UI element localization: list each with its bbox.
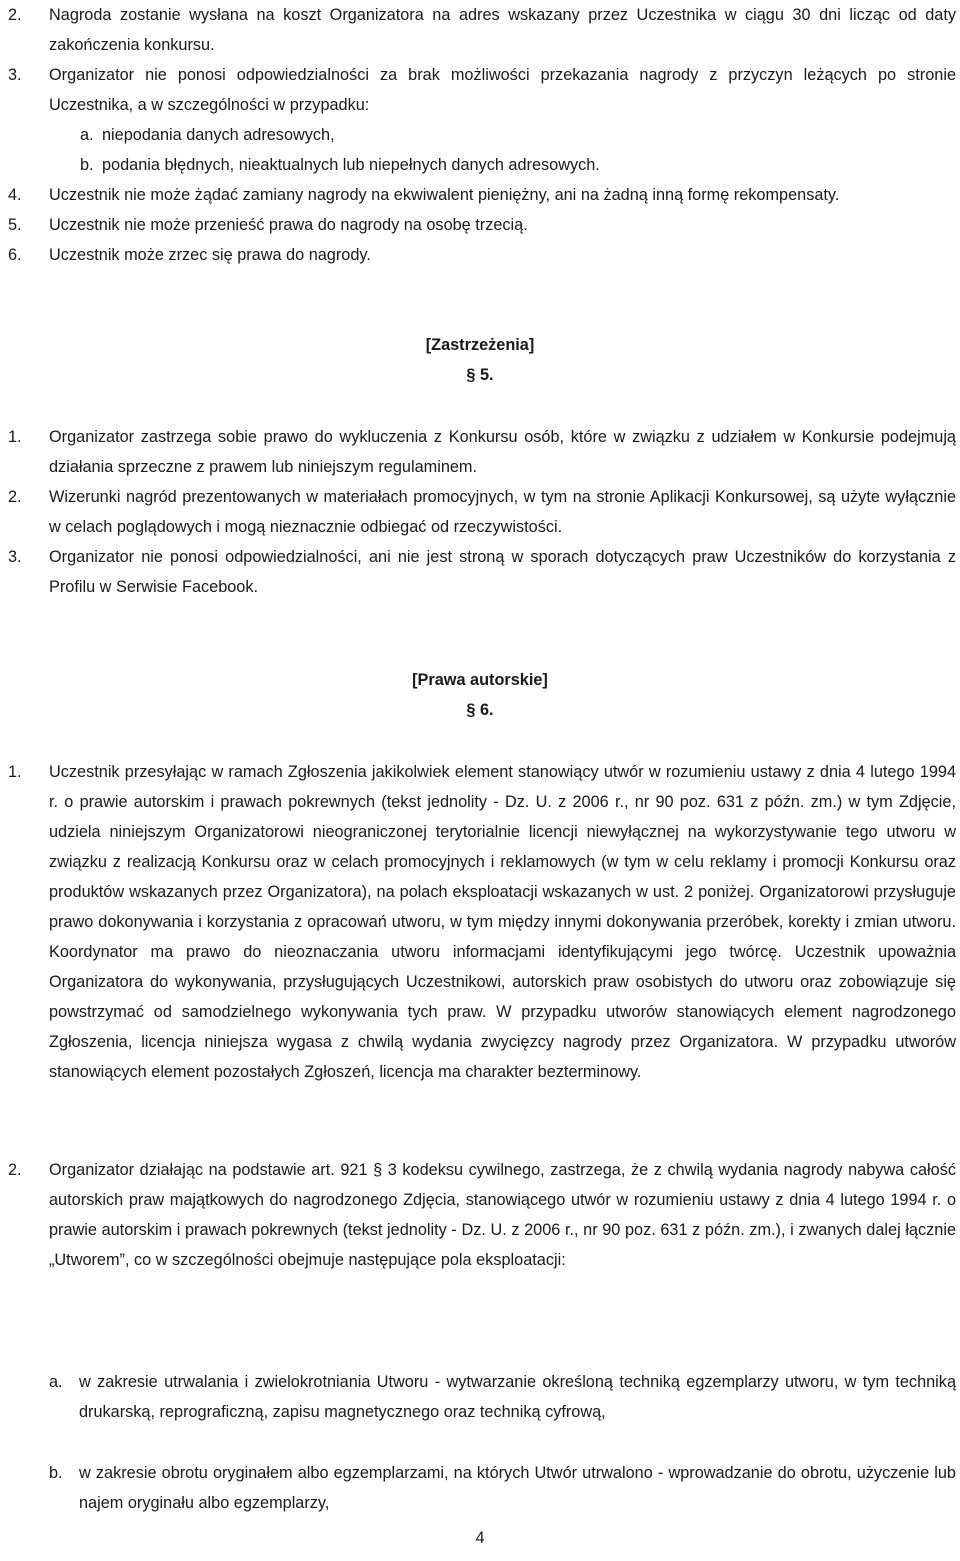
list-item [0,542,960,602]
list-item [0,180,960,210]
item-number: 3. [8,66,22,84]
sub-list-item [0,150,960,180]
sub-list-item [0,120,960,150]
list-item [0,482,960,542]
sub-item-text: niepodania danych adresowych, [102,126,335,144]
section-5-list [0,422,960,602]
item-text: Organizator działając na podstawie art. 921 § 3 kodeksu cywilnego, zastrzega, że z chwilą wydania nagrody nabywa całość autorskich praw majątkowych do nagrodzonego Zdjęcia, stanowiącego utwór w rozumieniu ustawy z dnia 4 lutego 1994 r. o prawie autorskim i prawach pokrewnych (tekst jednolity - Dz. U. z 2006 r., nr 90 poz. 631 z późn. zm.), i zwanych dalej łącznie „Utworem”, co w szczególności obejmuje następujące pola eksploatacji: [49,1161,956,1269]
item-number: 2. [8,1161,22,1179]
section-6-list [0,757,960,1087]
sub-item-text: podania błędnych, nieaktualnych lub niepełnych danych adresowych. [102,156,600,174]
item-text: Uczestnik może zrzec się prawa do nagrody. [49,246,371,264]
section-paragraph-label: § 6. [466,701,494,719]
section-6-list-cont [0,1155,960,1275]
sub-item-letter: b. [49,1464,63,1482]
item-text: Nagroda zostanie wysłana na koszt Organizatora na adres wskazany przez Uczestnika w ciągu 30 dni licząc od daty zakończenia konkursu. [49,6,956,54]
item-text: Uczestnik nie może przenieść prawa do nagrody na osobę trzecią. [49,216,528,234]
list-item [0,422,960,482]
sub-list-item [0,1367,960,1427]
list-item [0,240,960,270]
item-number: 2. [8,488,22,506]
page-number: 4 [475,1529,485,1547]
item-number: 1. [8,763,22,781]
list-item [0,0,960,60]
item-number: 2. [8,6,22,24]
sub-item-letter: a. [49,1373,63,1391]
section-6-sublist [0,1367,960,1427]
list-item [0,210,960,240]
section-paragraph-label: § 5. [466,366,494,384]
sub-item-letter: a. [80,126,94,144]
section-title: [Zastrzeżenia] [425,336,535,354]
list-item [0,1155,960,1275]
item-number: 1. [8,428,22,446]
sub-item-text: w zakresie obrotu oryginałem albo egzemplarzami, na których Utwór utrwalono - wprowadzanie do obrotu, użyczenie lub najem oryginału albo egzemplarzy, [79,1464,956,1512]
item-text: Organizator zastrzega sobie prawo do wykluczenia z Konkursu osób, które w związku z udziałem w Konkursie podejmują działania sprzeczne z prawem lub niniejszym regulaminem. [49,428,956,476]
item-number: 4. [8,186,22,204]
item-text: Uczestnik nie może żądać zamiany nagrody na ekwiwalent pieniężny, ani na żadną inną formę rekompensaty. [49,186,840,204]
sub-item-text: w zakresie utrwalania i zwielokrotniania Utworu - wytwarzanie określoną techniką egzemplarzy utworu, w tym techniką drukarską, reprograficzną, zapisu magnetycznego oraz techniką cyfrową, [79,1373,956,1421]
item-text: Uczestnik przesyłając w ramach Zgłoszenia jakikolwiek element stanowiący utwór w rozumieniu ustawy z dnia 4 lutego 1994 r. o prawie autorskim i prawach pokrewnych (tekst jednolity - Dz. U. z 2006 r., nr 90 poz. 631 z późn. zm.) w tym Zdjęcie, udziela niniejszym Organizatorowi nieograniczonej terytorialnie licencji niewyłącznej na wykorzystywanie tego utworu w związku z realizacją Konkursu oraz w celach promocyjnych i reklamowych (w tym w celu reklamy i promocji Konkursu oraz produktów wskazanych przez Organizatora), na polach eksploatacji wskazanych w ust. 2 poniżej. Organizatorowi przysługuje prawo dokonywania i korzystania z opracowań utworu, w tym między innymi dokonywania przeróbek, korekty i zmian utworu. Koordynator ma prawo do nieoznaczania utworu informacjami identyfikującymi jego twórcę. Uczestnik upoważnia Organizatora do wykonywania, przysługujących Uczestnikowi, autorskich praw osobistych do utworu oraz zobowiązuje się powstrzymać od samodzielnego wykonywania tych praw. W przypadku utworów stanowiących element nagrodzonego Zgłoszenia, licencja niniejsza wygasa z chwilą wydania zwycięzcy nagrody przez Organizatora. W przypadku utworów stanowiących element pozostałych Zgłoszeń, licencja ma charakter bezterminowy. [49,763,956,1081]
item-number: 6. [8,246,22,264]
section-title: [Prawa autorskie] [412,671,548,689]
list-item [0,60,960,120]
sub-item-letter: b. [80,156,94,174]
item-number: 5. [8,216,22,234]
item-number: 3. [8,548,22,566]
sub-list-item [0,1458,960,1518]
item-text: Organizator nie ponosi odpowiedzialności, ani nie jest stroną w sporach dotyczących praw Uczestników do korzystania z Profilu w Serwisie Facebook. [49,548,956,596]
item-text: Wizerunki nagród prezentowanych w materiałach promocyjnych, w tym na stronie Aplikacji Konkursowej, są użyte wyłącznie w celach poglądowych i mogą nieznacznie odbiegać od rzeczywistości. [49,488,956,536]
section-5 [0,330,960,390]
list-item [0,757,960,1087]
section-6 [0,665,960,725]
top-list [0,0,960,270]
section-6-sublist-b [0,1458,960,1518]
item-text: Organizator nie ponosi odpowiedzialności za brak możliwości przekazania nagrody z przyczyn leżących po stronie Uczestnika, a w szczególności w przypadku: [49,66,956,114]
